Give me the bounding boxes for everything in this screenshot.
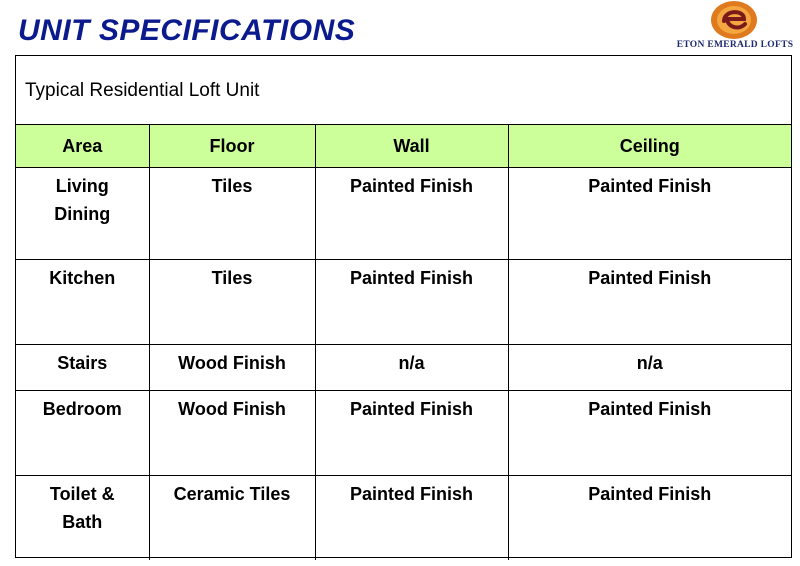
table-row <box>16 260 791 345</box>
wall-cell: Painted Finish <box>315 260 508 345</box>
ceiling-cell: Painted Finish <box>508 391 791 476</box>
spec-table <box>16 124 791 560</box>
table-header-row <box>16 125 791 168</box>
area-cell <box>16 260 149 345</box>
wall-cell: Painted Finish <box>315 476 508 560</box>
floor-cell: Tiles <box>149 260 315 345</box>
area-label-line: Toilet & <box>49 484 115 504</box>
table-row <box>16 168 791 260</box>
wall-cell: Painted Finish <box>315 391 508 476</box>
area-label-line: Stairs <box>57 353 108 373</box>
floor-cell: Tiles <box>149 168 315 260</box>
area-cell <box>16 391 149 476</box>
area-label-line: Living <box>55 176 109 196</box>
spec-panel <box>15 55 792 558</box>
floor-cell: Wood Finish <box>149 391 315 476</box>
page-title: UNIT SPECIFICATIONS <box>18 14 356 47</box>
floor-cell: Ceramic Tiles <box>149 476 315 560</box>
area-label-line: Bedroom <box>42 399 122 419</box>
column-header-area: Area <box>16 125 149 168</box>
logo-emblem-icon <box>710 0 758 40</box>
area-label-line: Kitchen <box>49 268 116 288</box>
ceiling-cell: Painted Finish <box>508 168 791 260</box>
area-cell <box>16 345 149 391</box>
column-header-floor: Floor <box>149 125 315 168</box>
ceiling-cell: Painted Finish <box>508 260 791 345</box>
logo-text: ETON EMERALD LOFTS <box>676 40 794 50</box>
area-cell <box>16 168 149 260</box>
table-caption: Typical Residential Loft Unit <box>25 80 260 101</box>
column-header-wall: Wall <box>315 125 508 168</box>
floor-cell: Wood Finish <box>149 345 315 391</box>
table-row <box>16 391 791 476</box>
ceiling-cell: n/a <box>508 345 791 391</box>
table-row <box>16 476 791 560</box>
wall-cell: Painted Finish <box>315 168 508 260</box>
wall-cell: n/a <box>315 345 508 391</box>
area-label-line: Dining <box>54 204 111 224</box>
area-label-line: Bath <box>62 512 103 532</box>
table-row <box>16 345 791 391</box>
area-cell <box>16 476 149 560</box>
company-logo <box>672 0 798 54</box>
ceiling-cell: Painted Finish <box>508 476 791 560</box>
column-header-ceiling: Ceiling <box>508 125 791 168</box>
